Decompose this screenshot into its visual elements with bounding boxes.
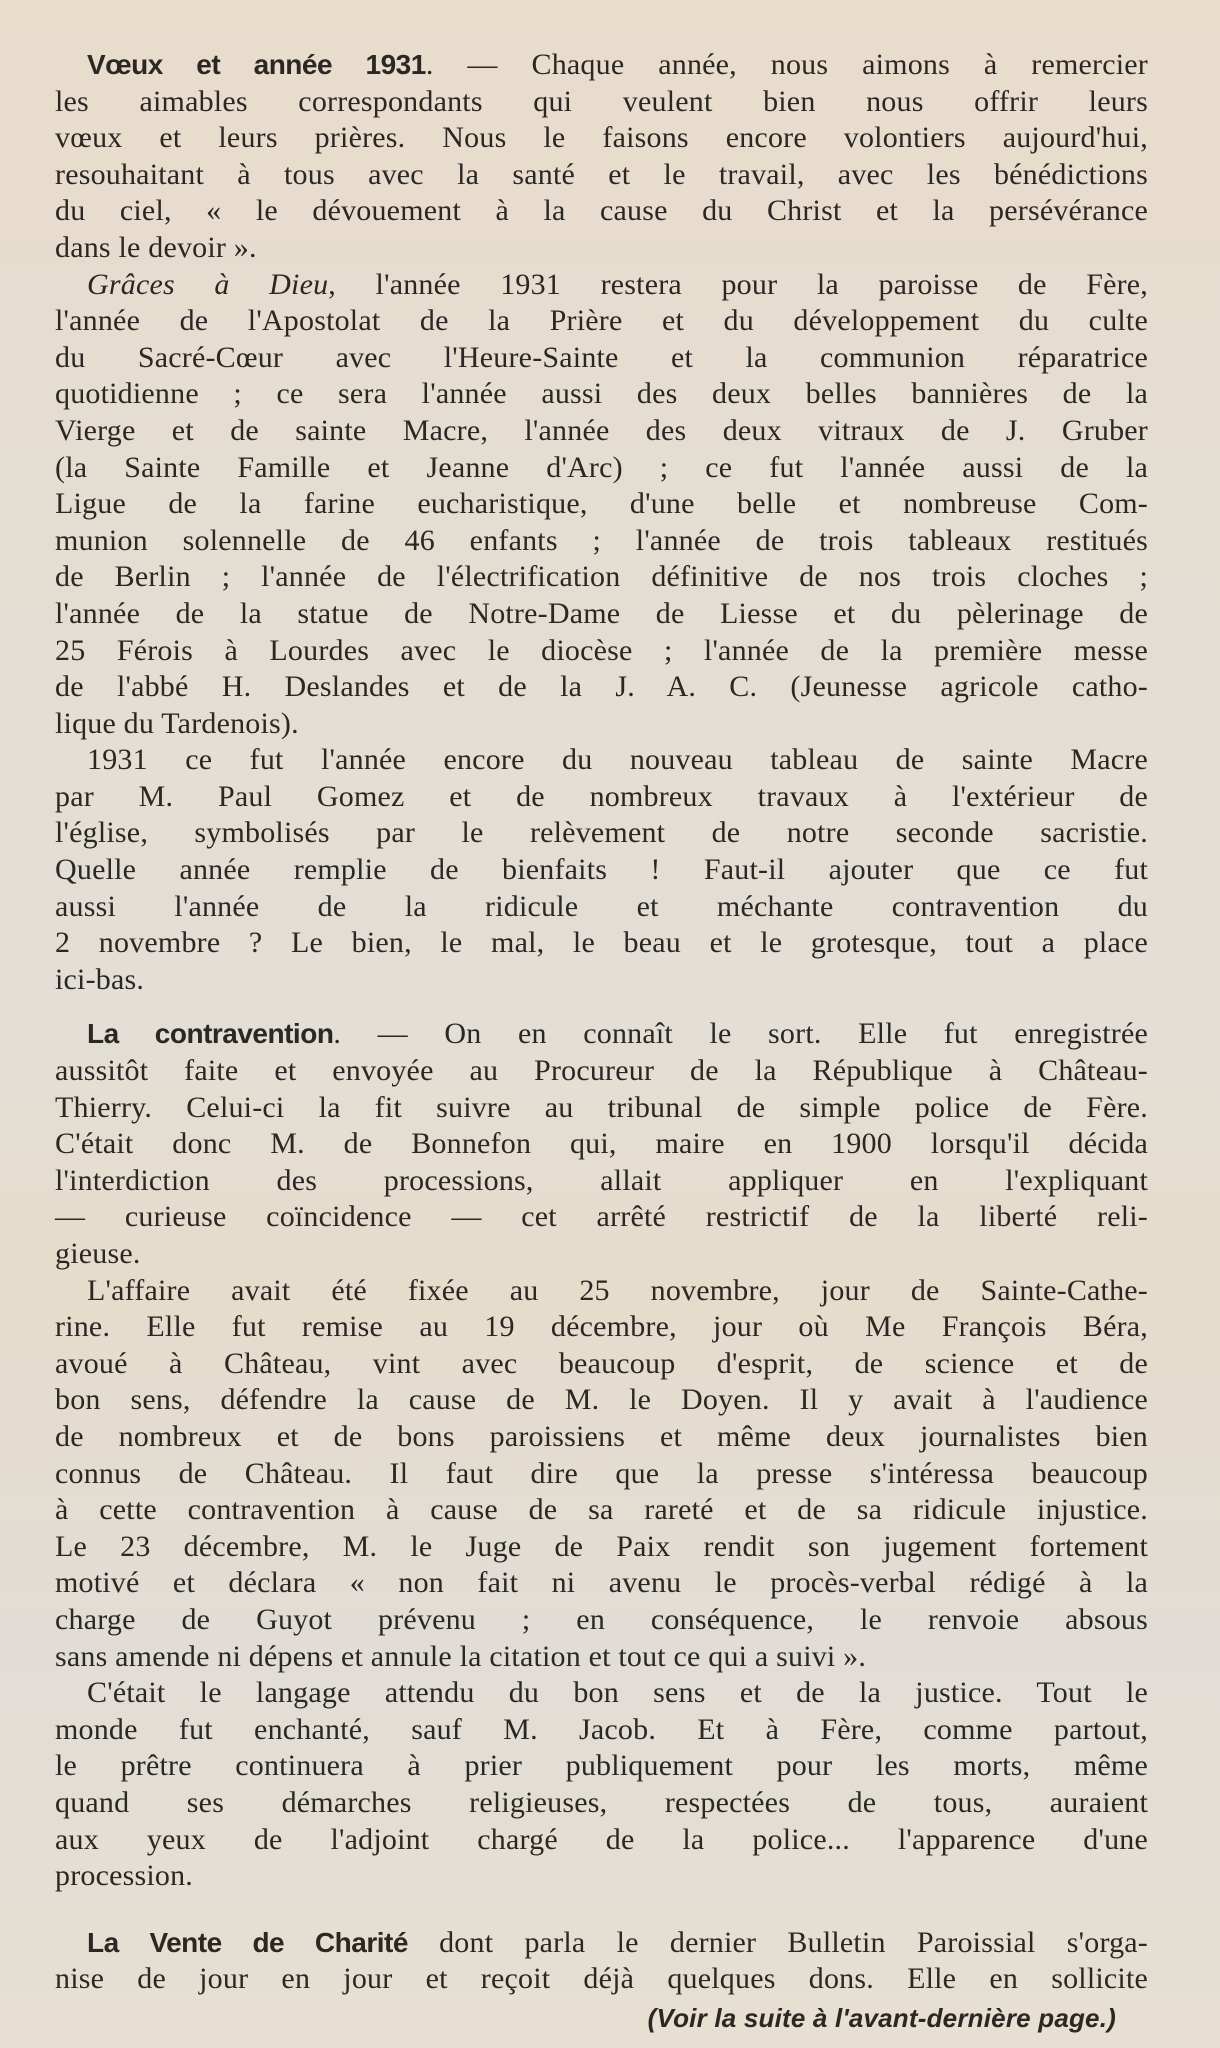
line-text: . — On en connaît le sort. Elle fut enregistrée [333, 1017, 1148, 1051]
paragraph [55, 742, 1148, 998]
line-text: (la Sainte Famille et Jeanne d'Arc) ; ce fut l'année aussi de la [55, 450, 1148, 484]
line-text: connus de Château. Il faut dire que la presse s'intéressa beaucoup [55, 1456, 1148, 1490]
text-line [55, 84, 1148, 121]
line-text: resouhaitant à tous avec la santé et le travail, avec les bénédictions [55, 157, 1148, 191]
line-text: . — Chaque année, nous aimons à remercier [425, 48, 1148, 81]
text-line [55, 1126, 1148, 1163]
line-text: Ligue de la farine eucharistique, d'une belle et nombreuse Com- [55, 487, 1148, 521]
text-line [55, 815, 1148, 852]
text-line [55, 1456, 1148, 1493]
line-text: gieuse. [55, 1237, 141, 1270]
paragraph [55, 47, 1148, 267]
text-line [55, 1090, 1148, 1127]
text-line [55, 779, 1148, 816]
text-line [55, 523, 1148, 560]
text-line [55, 193, 1148, 230]
text-line [55, 1309, 1148, 1346]
text-line [55, 1053, 1148, 1090]
italic-lead: Grâces à Dieu [87, 267, 329, 301]
line-text: C'était donc M. de Bonnefon qui, maire en 1900 lorsqu'il décida [55, 1127, 1148, 1161]
section-heading: La Vente de Charité [87, 1926, 408, 1958]
text-line [55, 1236, 1148, 1273]
line-text: 2 novembre ? Le bien, le mal, le beau et le grotesque, tout a place [55, 926, 1148, 960]
text-line [55, 376, 1148, 413]
text-line [55, 1858, 1148, 1895]
text-line [55, 669, 1148, 706]
text-line [55, 1675, 1148, 1712]
line-text: dont parla le dernier Bulletin Paroissial s'orga- [407, 1925, 1148, 1959]
text-line [55, 1273, 1148, 1310]
line-text: ici-bas. [55, 962, 145, 996]
line-text: quand ses démarches religieuses, respectées de tous, auraient [55, 1785, 1148, 1819]
line-text: 1931 ce fut l'année encore du nouveau tableau de sainte Macre [87, 743, 1148, 777]
line-text: nise de jour en jour et reçoit déjà quelques dons. Elle en sollicite [55, 1962, 1148, 1996]
text-line [55, 47, 1148, 84]
text-line [55, 1163, 1148, 1200]
text-line [55, 120, 1148, 157]
line-text: sans amende ni dépens et annule la citation et tout ce qui a suivi ». [55, 1639, 867, 1673]
line-text: L'affaire avait été fixée au 25 novembre, jour de Sainte-Cathe- [87, 1273, 1148, 1307]
text-line [55, 1961, 1148, 1998]
line-text: quotidienne ; ce sera l'année aussi des deux belles bannières de la [55, 377, 1148, 411]
line-text: Vierge et de sainte Macre, l'année des deux vitraux de J. Gruber [55, 413, 1148, 447]
text-line [55, 706, 1148, 743]
text-line [55, 1925, 1148, 1962]
line-text: Quelle année remplie de bienfaits ! Faut-il ajouter que ce fut [55, 853, 1148, 887]
text-line [55, 1639, 1148, 1676]
line-text: motivé et déclara « non fait ni avenu le procès-verbal rédigé à la [55, 1566, 1148, 1600]
line-text: procession. [55, 1859, 194, 1893]
text-line [55, 633, 1148, 670]
text-line [55, 303, 1148, 340]
line-text: bon sens, défendre la cause de M. le Doyen. Il y avait à l'audience [55, 1383, 1148, 1417]
text-line [55, 889, 1148, 926]
line-text: à cette contravention à cause de sa rareté et de sa ridicule injustice. [55, 1493, 1148, 1527]
line-text: 25 Férois à Lourdes avec le diocèse ; l'année de la première messe [55, 633, 1148, 667]
line-text: aux yeux de l'adjoint chargé de la police... l'apparence d'une [55, 1822, 1148, 1856]
line-text: aussitôt faite et envoyée au Procureur de la République à Château- [55, 1054, 1148, 1088]
text-line [55, 1199, 1148, 1236]
line-text: lique du Tardenois). [55, 706, 299, 740]
line-text: avoué à Château, vint avec beaucoup d'esprit, de science et de [55, 1346, 1148, 1380]
line-text: le prêtre continuera à prier publiquement pour les morts, même [55, 1749, 1148, 1783]
text-line [55, 340, 1148, 377]
line-text: l'année de la statue de Notre-Dame de Liesse et du pèlerinage de [55, 596, 1148, 630]
line-text: Thierry. Celui-ci la fit suivre au tribunal de simple police de Fère. [55, 1090, 1148, 1124]
line-text: vœux et leurs prières. Nous le faisons encore volontiers aujourd'hui, [55, 121, 1148, 155]
text-line [55, 1346, 1148, 1383]
text-line [55, 962, 1148, 999]
line-text: rine. Elle fut remise au 19 décembre, jour où Me François Béra, [55, 1310, 1148, 1344]
line-text: charge de Guyot prévenu ; en conséquence, le renvoie absous [55, 1602, 1148, 1636]
text-line [55, 486, 1148, 523]
line-text: munion solennelle de 46 enfants ; l'année de trois tableaux restitués [55, 523, 1148, 557]
text-line [55, 1602, 1148, 1639]
text-line [55, 559, 1148, 596]
text-line [55, 1492, 1148, 1529]
line-text: de Berlin ; l'année de l'électrification définitive de nos trois cloches ; [55, 560, 1148, 594]
line-text: les aimables correspondants qui veulent bien nous offrir leurs [55, 84, 1148, 118]
text-line [55, 1712, 1148, 1749]
line-text: — curieuse coïncidence — cet arrêté restrictif de la liberté reli- [55, 1200, 1148, 1234]
text-line [55, 1382, 1148, 1419]
line-text: de nombreux et de bons paroissiens et même deux journalistes bien [55, 1419, 1148, 1453]
text-line [55, 596, 1148, 633]
line-text: l'année de l'Apostolat de la Prière et du développement du culte [55, 304, 1148, 338]
paragraph [55, 1273, 1148, 1676]
line-text: aussi l'année de la ridicule et méchante contravention du [55, 889, 1148, 923]
line-text: Le 23 décembre, M. le Juge de Paix rendit son jugement fortement [55, 1529, 1148, 1563]
continuation-note: (Voir la suite à l'avant-dernière page.) [647, 2002, 1116, 2033]
document-page [55, 47, 1148, 2036]
section-heading: Vœux et année 1931 [87, 49, 426, 80]
line-text: par M. Paul Gomez et de nombreux travaux à l'extérieur de [55, 779, 1148, 813]
text-line [55, 157, 1148, 194]
text-line [55, 1016, 1148, 1053]
line-text: dans le devoir ». [55, 230, 257, 264]
line-text: du Sacré-Cœur avec l'Heure-Sainte et la communion réparatrice [55, 340, 1148, 374]
line-text: l'interdiction des processions, allait appliquer en l'expliquant [55, 1163, 1148, 1197]
text-line [55, 852, 1148, 889]
text-line [55, 1529, 1148, 1566]
paragraph [55, 267, 1148, 743]
section-heading: La contravention [87, 1018, 334, 1050]
text-line [55, 267, 1148, 304]
text-line [55, 450, 1148, 487]
paragraph [55, 1925, 1148, 1998]
text-line [55, 1822, 1148, 1859]
line-text: l'église, symbolisés par le relèvement de notre seconde sacristie. [55, 816, 1148, 850]
text-line [55, 413, 1148, 450]
text-line [55, 1748, 1148, 1785]
line-text: monde fut enchanté, sauf M. Jacob. Et à Fère, comme partout, [55, 1712, 1148, 1746]
line-text: de l'abbé H. Deslandes et de la J. A. C. (Jeunesse agricole catho- [55, 670, 1148, 704]
paragraph [55, 1016, 1148, 1272]
text-line [55, 230, 1148, 267]
paragraph [55, 1675, 1148, 1895]
text-line [55, 1419, 1148, 1456]
line-text: du ciel, « le dévouement à la cause du Christ et la persévérance [55, 194, 1148, 228]
text-line [55, 925, 1148, 962]
text-line [55, 742, 1148, 779]
line-text: C'était le langage attendu du bon sens et de la justice. Tout le [87, 1676, 1148, 1710]
text-line [55, 1785, 1148, 1822]
line-text: , l'année 1931 restera pour la paroisse de Fère, [328, 267, 1148, 301]
text-line [55, 1565, 1148, 1602]
